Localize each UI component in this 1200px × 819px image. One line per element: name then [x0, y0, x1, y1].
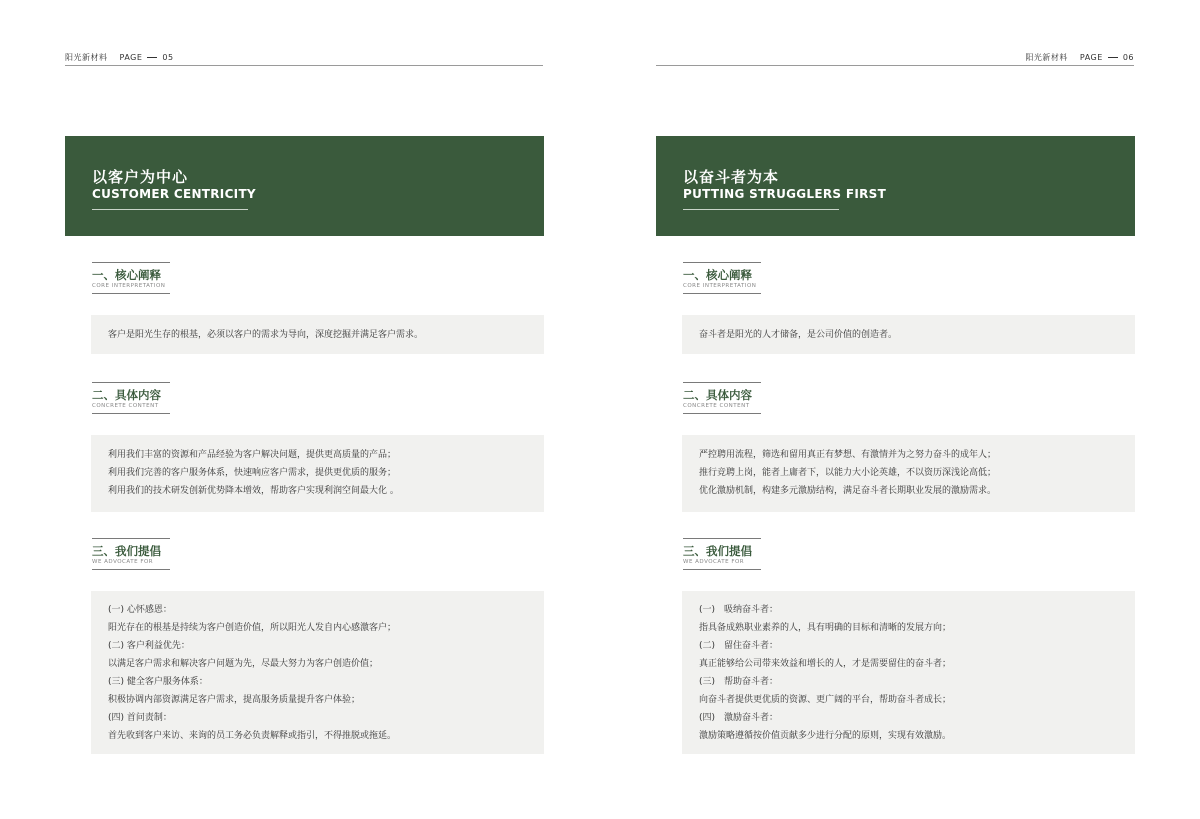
list-heading: (三) 健全客户服务体系：: [108, 677, 208, 687]
page-label: PAGE: [119, 52, 143, 62]
text-line: 真正能够给公司带来效益和增长的人，才是需要留住的奋斗者；: [699, 659, 952, 669]
banner-title-en: CUSTOMER CENTRICITY: [92, 187, 256, 201]
page-header: [656, 49, 1134, 66]
banner-underline: [92, 209, 248, 210]
text-line: 推行竞聘上岗，能者上庸者下，以能力大小论英雄，不以资历深浅论高低；: [699, 468, 997, 478]
brand-name: 阳光新材料: [65, 52, 108, 62]
section-heading-concrete: [683, 382, 761, 414]
section-title-cn: 三、我们提倡: [92, 544, 161, 558]
section-title-en: CONCRETE CONTENT: [683, 403, 750, 409]
advocate-content-box: [682, 591, 1135, 754]
page-header: [65, 49, 543, 66]
brand-name: 阳光新材料: [1025, 52, 1068, 62]
advocate-content-box: [91, 591, 544, 754]
section-title-cn: 三、我们提倡: [683, 544, 752, 558]
text-line: 奋斗者是阳光的人才储备，是公司价值的创造者。: [699, 330, 898, 340]
section-title-cn: 二、具体内容: [92, 388, 161, 402]
section-heading-advocate: [683, 538, 761, 570]
section-title-cn: 二、具体内容: [683, 388, 752, 402]
list-heading: (二) 客户利益优先：: [108, 641, 190, 651]
page-indicator: [1080, 53, 1134, 62]
text-line: 优化激励机制，构建多元激励结构，满足奋斗者长期职业发展的激励需求。: [699, 486, 997, 496]
list-heading: (一) 吸纳奋斗者：: [699, 605, 779, 615]
section-title-en: CORE INTERPRETATION: [92, 283, 166, 289]
banner-title-cn: 以客户为中心: [92, 168, 189, 186]
section-title-en: CORE INTERPRETATION: [683, 283, 757, 289]
concrete-content-box: [91, 435, 544, 512]
banner-underline: [683, 209, 839, 210]
text-line: 严控聘用流程，筛选和留用真正有梦想、有激情并为之努力奋斗的成年人；: [699, 450, 997, 460]
list-heading: (三) 帮助奋斗者：: [699, 677, 779, 687]
core-content-box: [682, 315, 1135, 354]
core-content-box: [91, 315, 544, 354]
right-page: [591, 0, 1191, 819]
text-line: 利用我们丰富的资源和产品经验为客户解决问题，提供更高质量的产品；: [108, 450, 397, 460]
text-line: 向奋斗者提供更优质的资源、更广阔的平台，帮助奋斗者成长；: [699, 695, 952, 705]
section-title-cn: 一、核心阐释: [683, 268, 752, 282]
page-number: 06: [1122, 52, 1134, 62]
text-line: 客户是阳光生存的根基，必须以客户的需求为导向，深度挖掘并满足客户需求。: [108, 330, 424, 340]
text-line: 激励策略遵循按价值贡献多少进行分配的原则，实现有效激励。: [699, 731, 952, 741]
section-banner: [656, 136, 1135, 236]
list-heading: (四) 首问责制：: [108, 713, 172, 723]
section-title-en: WE ADVOCATE FOR: [92, 559, 154, 565]
section-title-cn: 一、核心阐释: [92, 268, 161, 282]
page-separator: [1108, 57, 1118, 58]
text-line: 首先收到客户来访、来询的员工务必负责解释或指引，不得推脱或拖延。: [108, 731, 397, 741]
list-heading: (二) 留住奋斗者：: [699, 641, 779, 651]
section-heading-advocate: [92, 538, 170, 570]
banner-title-cn: 以奋斗者为本: [683, 168, 780, 186]
text-line: 利用我们完善的客户服务体系，快速响应客户需求，提供更优质的服务；: [108, 468, 397, 478]
text-line: 积极协调内部资源满足客户需求，提高服务质量提升客户体验；: [108, 695, 361, 705]
text-line: 阳光存在的根基是持续为客户创造价值，所以阳光人发自内心感激客户；: [108, 623, 397, 633]
text-line: 以满足客户需求和解决客户问题为先，尽最大努力为客户创造价值；: [108, 659, 379, 669]
section-title-en: WE ADVOCATE FOR: [683, 559, 745, 565]
page-number: 05: [162, 52, 174, 62]
page-separator: [147, 57, 157, 58]
section-heading-core: [683, 262, 761, 294]
page-label: PAGE: [1079, 52, 1103, 62]
section-banner: [65, 136, 544, 236]
list-heading: (四) 激励奋斗者：: [699, 713, 779, 723]
section-heading-core: [92, 262, 170, 294]
section-heading-concrete: [92, 382, 170, 414]
text-line: 指具备成熟职业素养的人，具有明确的目标和清晰的发展方向；: [699, 623, 952, 633]
page-indicator: [120, 53, 174, 62]
concrete-content-box: [682, 435, 1135, 512]
section-title-en: CONCRETE CONTENT: [92, 403, 159, 409]
text-line: 利用我们的技术研发创新优势降本增效，帮助客户实现利润空间最大化 。: [108, 486, 399, 496]
banner-title-en: PUTTING STRUGGLERS FIRST: [683, 187, 887, 201]
list-heading: (一) 心怀感恩：: [108, 605, 172, 615]
